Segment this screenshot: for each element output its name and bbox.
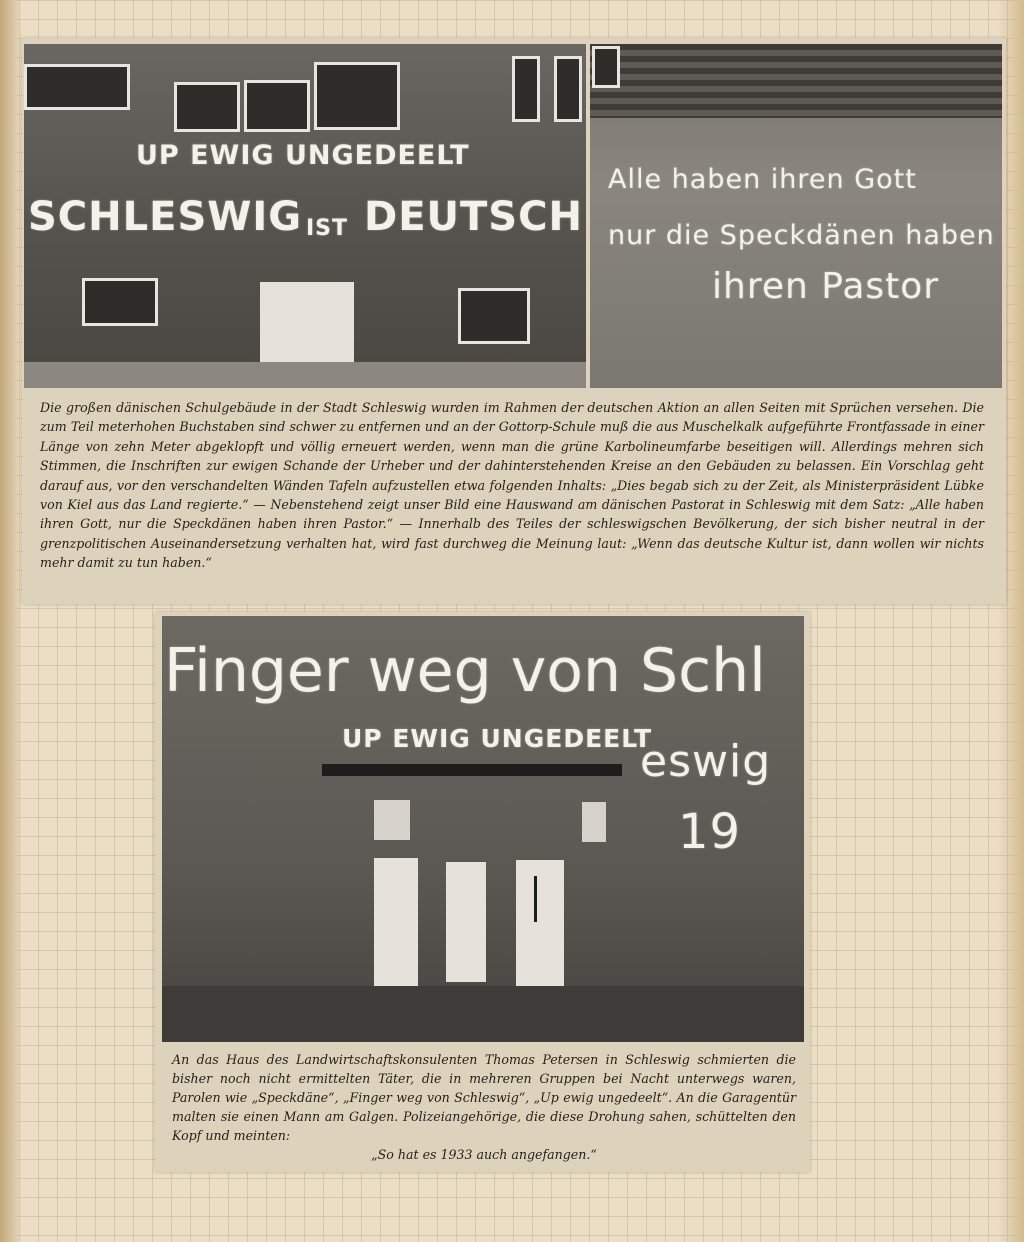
graffiti-line: eswig (640, 736, 772, 787)
graffiti-line: nur die Speckdänen haben (608, 220, 995, 251)
garage-door-panel (374, 858, 418, 994)
caption-bottom (172, 1050, 796, 1164)
door-lintel (322, 764, 622, 776)
ground (162, 986, 804, 1042)
window (458, 288, 530, 344)
photo-pastorate-wall (590, 44, 1002, 388)
ground (24, 362, 586, 388)
graffiti-line: UP EWIG UNGEDEELT (342, 724, 653, 753)
window (244, 80, 310, 132)
roof-tiles (590, 44, 1002, 118)
door (260, 282, 354, 374)
caption-bottom-body: An das Haus des Landwirtschaftskonsulenten Thomas Petersen in Schleswig schmierten die bisher noch nicht ermittelten Täter, die in mehreren Gruppen bei Nacht unterwegs waren, Parolen wie „Speckdäne“, „Finger weg von Schleswig“, „Up ewig ungedeelt“. An die Garagentür malten sie einen Mann am Galgen. Polizeiangehörige, die diese Drohung sahen, schüttelten den Kopf und meinten: (172, 1052, 796, 1143)
photo-school-building (24, 44, 586, 388)
window (314, 62, 400, 130)
window (592, 46, 620, 88)
window (24, 64, 130, 110)
window (374, 800, 410, 840)
caption-top: Die großen dänischen Schulgebäude in der Stadt Schleswig wurden im Rahmen der deutschen Aktion an allen Seiten mit Sprüchen versehen. Die zum Teil meterhohen Buchstaben sind schwer zu entfernen und an der Gottorp-Schule muß die aus Muschelkalk aufgeführte Frontfassade in einer Länge von zehn Meter abgeklopft und völlig erneuert werden, wenn man die grüne Karbolineumfarbe beseitigen will. Allerdings mehren sich Stimmen, die Inschriften zur ewigen Schande der Urheber und der dahinterstehenden Kreise an den Gebäuden zu belassen. Ein Vorschlag geht darauf aus, vor den verschandelten Wänden Tafeln aufzustellen etwa folgenden Inhalts: „Dies begab sich zu der Zeit, als Ministerpräsident Lübke von Kiel aus das Land regierte.“ — Nebenstehend zeigt unser Bild eine Hauswand am dänischen Pastorat in Schleswig mit dem Satz: „Alle haben ihren Gott, nur die Speckdänen haben ihren Pastor.“ — Innerhalb des Teiles der schleswigschen Bevölkerung, der sich bisher neutral in der grenzpolitischen Auseinandersetzung verhalten hat, wird fast durchweg die Meinung laut: „Wenn das deutsche Kultur ist, dann wollen wir nichts mehr damit zu tun haben.“ (40, 400, 984, 571)
window (554, 56, 582, 122)
graffiti-line: Finger weg von Schl (164, 636, 766, 706)
graffiti-line: SCHLESWIG (28, 194, 303, 240)
graffiti-line: UP EWIG UNGEDEELT (136, 140, 470, 171)
graffiti-line: ihren Pastor (712, 266, 940, 307)
window (512, 56, 540, 122)
window (82, 278, 158, 326)
garage-door-panel (446, 862, 486, 982)
photo-petersen-house (162, 616, 804, 1042)
garage-door-panel (516, 860, 564, 988)
window (582, 802, 606, 842)
caption-bottom-quote: „So hat es 1933 auch angefangen.“ (371, 1147, 597, 1162)
window (174, 82, 240, 132)
graffiti-line: DEUTSCH (364, 194, 583, 240)
page-binding (0, 0, 22, 1242)
graffiti-line: 19 (678, 804, 742, 860)
gallows-figure (534, 876, 537, 922)
graffiti-line: IST (306, 216, 349, 241)
graffiti-line: Alle haben ihren Gott (608, 164, 917, 195)
